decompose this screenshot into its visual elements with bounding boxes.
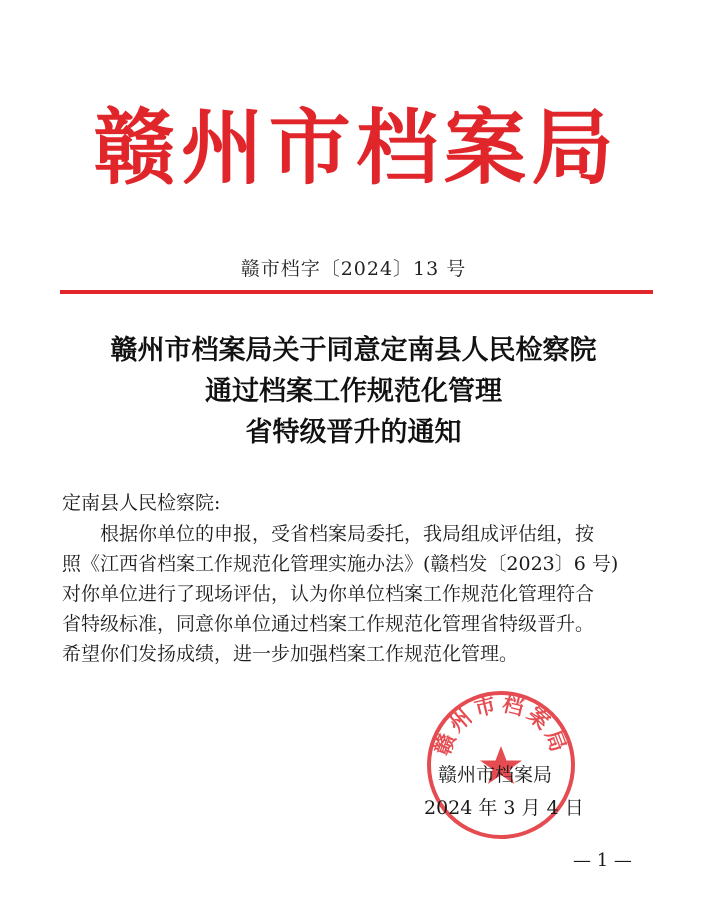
body-line: 省特级标准，同意你单位通过档案工作规范化管理省特级晋升。 bbox=[62, 613, 595, 635]
body-line: 照《江西省档案工作规范化管理实施办法》(赣档发〔2023〕6 号) bbox=[62, 553, 619, 575]
document-number: 赣市档字〔2024〕13 号 bbox=[240, 258, 467, 280]
notice-title bbox=[0, 330, 707, 453]
body-line: 对你单位进行了现场评估，认为你单位档案工作规范化管理符合 bbox=[62, 583, 595, 605]
salutation: 定南县人民检察院: bbox=[62, 492, 221, 514]
issue-date: 2024 年 3 月 4 日 bbox=[424, 797, 584, 819]
body-line: 希望你们发扬成绩，进一步加强档案工作规范化管理。 bbox=[62, 643, 519, 665]
masthead-org-name bbox=[0, 96, 707, 196]
body-line: 根据你单位的申报，受省档案局委托，我局组成评估组，按 bbox=[100, 523, 595, 545]
masthead-text: 赣州市档案局 bbox=[93, 100, 614, 196]
body-paragraph bbox=[62, 519, 662, 669]
seal-text: 赣州市档案局 bbox=[429, 690, 573, 759]
title-line: 通过档案工作规范化管理 bbox=[205, 376, 502, 407]
title-line: 赣州市档案局关于同意定南县人民检察院 bbox=[110, 335, 597, 366]
page-number: — 1 — bbox=[573, 850, 632, 871]
title-line: 省特级晋升的通知 bbox=[245, 417, 462, 448]
red-divider-line bbox=[60, 290, 653, 294]
issuer-name: 赣州市档案局 bbox=[438, 764, 553, 786]
